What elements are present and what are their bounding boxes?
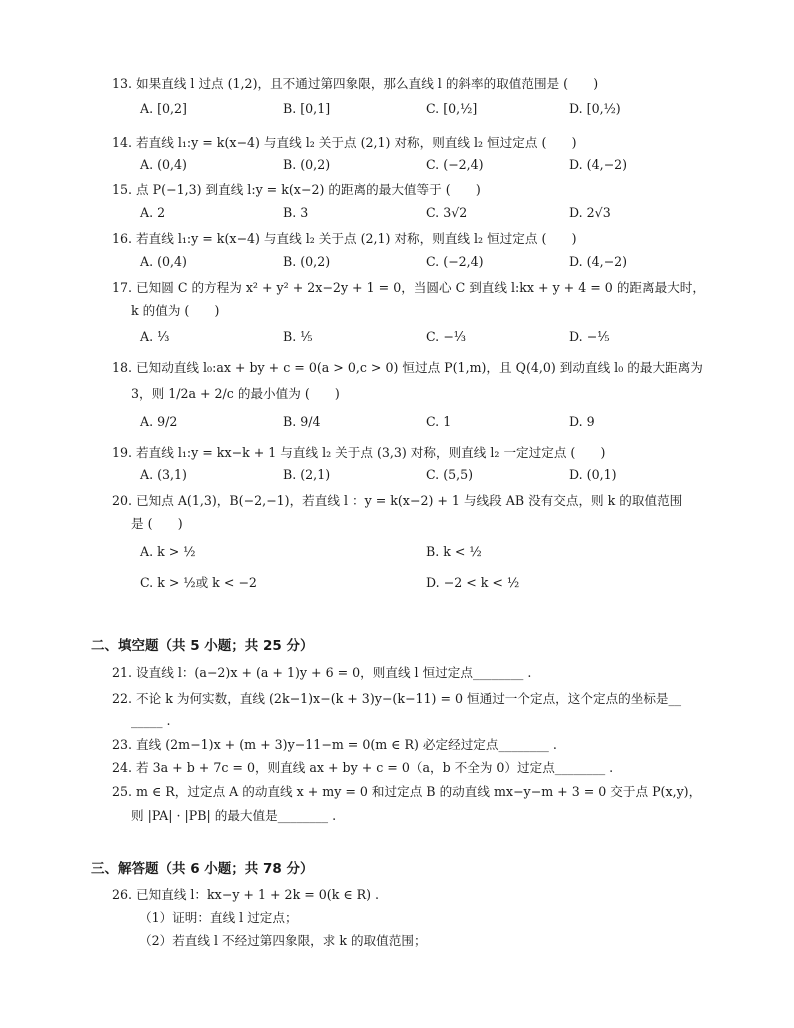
question-22-cont: _____ . [131,713,171,728]
q20-option-d[interactable]: D. −2 < k < ½ [426,575,520,590]
q17-option-a[interactable]: A. ⅓ [140,329,170,344]
q14-option-d[interactable]: D. (4,−2) [569,157,628,172]
section-2-title: 二、填空题（共 5 小题；共 25 分） [91,638,314,654]
question-26-part-1: （1）证明：直线 l 过定点； [139,910,298,925]
question-20: 20. 已知点 A(1,3)，B(−2,−1)，若直线 l ：y = k(x−2) + 1 与线段 AB 没有交点，则 k 的取值范围 [112,493,683,508]
question-18-cont: 3，则 1/2a + 2/c 的最小值为 ( ) [131,386,340,401]
question-17: 17. 已知圆 C 的方程为 x² + y² + 2x−2y + 1 = 0，当圆心 C 到直线 l:kx + y + 4 = 0 的距离最大时， [112,280,705,295]
question-13: 13. 如果直线 l 过点 (1,2)，且不通过第四象限，那么直线 l 的斜率的取值范围是 ( ) [112,76,599,91]
q20-option-b[interactable]: B. k < ½ [426,544,482,559]
question-17-cont: k 的值为 ( ) [131,303,220,318]
question-22: 22. 不论 k 为何实数，直线 (2k−1)x−(k + 3)y−(k−11) = 0 恒通过一个定点，这个定点的坐标是__ [112,691,682,706]
q16-option-c[interactable]: C. (−2,4) [426,254,484,269]
q13-option-a[interactable]: A. [0,2] [140,101,187,116]
question-15: 15. 点 P(−1,3) 到直线 l:y = k(x−2) 的距离的最大值等于 ( ) [112,182,481,197]
question-14: 14. 若直线 l₁:y = k(x−4) 与直线 l₂ 关于点 (2,1) 对称，则直线 l₂ 恒过定点 ( ) [112,135,577,150]
q15-option-c[interactable]: C. 3√2 [426,205,468,220]
q20-option-a[interactable]: A. k > ½ [140,544,196,559]
q20-option-c[interactable]: C. k > ½或 k < −2 [140,575,257,590]
question-16: 16. 若直线 l₁:y = k(x−4) 与直线 l₂ 关于点 (2,1) 对称，则直线 l₂ 恒过定点 ( ) [112,231,577,246]
q18-option-c[interactable]: C. 1 [426,414,452,429]
q17-option-b[interactable]: B. ⅕ [283,329,313,344]
q15-option-a[interactable]: A. 2 [140,205,166,220]
q14-option-c[interactable]: C. (−2,4) [426,157,484,172]
question-25: 25. m ∈ R，过定点 A 的动直线 x + my = 0 和过定点 B 的动直线 mx−y−m + 3 = 0 交于点 P(x,y)， [112,784,702,799]
q13-option-b[interactable]: B. [0,1] [283,101,331,116]
q18-option-d[interactable]: D. 9 [569,414,595,429]
q16-option-a[interactable]: A. (0,4) [140,254,187,269]
question-18: 18. 已知动直线 l₀:ax + by + c = 0(a > 0,c > 0) 恒过点 P(1,m)，且 Q(4,0) 到动直线 l₀ 的最大距离为 [112,360,703,375]
q17-option-d[interactable]: D. −⅕ [569,329,610,344]
question-23: 23. 直线 (2m−1)x + (m + 3)y−11−m = 0(m ∈ R) 必定经过定点________ . [112,737,557,752]
q15-option-d[interactable]: D. 2√3 [569,205,611,220]
q14-option-a[interactable]: A. (0,4) [140,157,187,172]
question-19: 19. 若直线 l₁:y = kx−k + 1 与直线 l₂ 关于点 (3,3) 对称，则直线 l₂ 一定过定点 ( ) [112,445,606,460]
q16-option-d[interactable]: D. (4,−2) [569,254,628,269]
q14-option-b[interactable]: B. (0,2) [283,157,331,172]
q19-option-d[interactable]: D. (0,1) [569,467,617,482]
q13-option-c[interactable]: C. [0,½] [426,101,478,116]
question-25-cont: 则 |PA| · |PB| 的最大值是________ . [131,808,337,823]
question-26-part-2: （2）若直线 l 不经过第四象限，求 k 的取值范围； [139,933,427,948]
q13-option-d[interactable]: D. [0,½) [569,101,621,116]
q18-option-a[interactable]: A. 9/2 [140,414,178,429]
q19-option-c[interactable]: C. (5,5) [426,467,474,482]
question-26: 26. 已知直线 l：kx−y + 1 + 2k = 0(k ∈ R) . [112,887,380,902]
q18-option-b[interactable]: B. 9/4 [283,414,321,429]
q16-option-b[interactable]: B. (0,2) [283,254,331,269]
q19-option-b[interactable]: B. (2,1) [283,467,331,482]
q15-option-b[interactable]: B. 3 [283,205,309,220]
q19-option-a[interactable]: A. (3,1) [140,467,187,482]
q17-option-c[interactable]: C. −⅓ [426,329,466,344]
question-21: 21. 设直线 l：(a−2)x + (a + 1)y + 6 = 0，则直线 l 恒过定点________ . [112,665,532,680]
question-20-cont: 是 ( ) [131,516,183,531]
question-24: 24. 若 3a + b + 7c = 0，则直线 ax + by + c = 0（a，b 不全为 0）过定点________ . [112,760,614,775]
section-3-title: 三、解答题（共 6 小题；共 78 分） [91,861,314,877]
